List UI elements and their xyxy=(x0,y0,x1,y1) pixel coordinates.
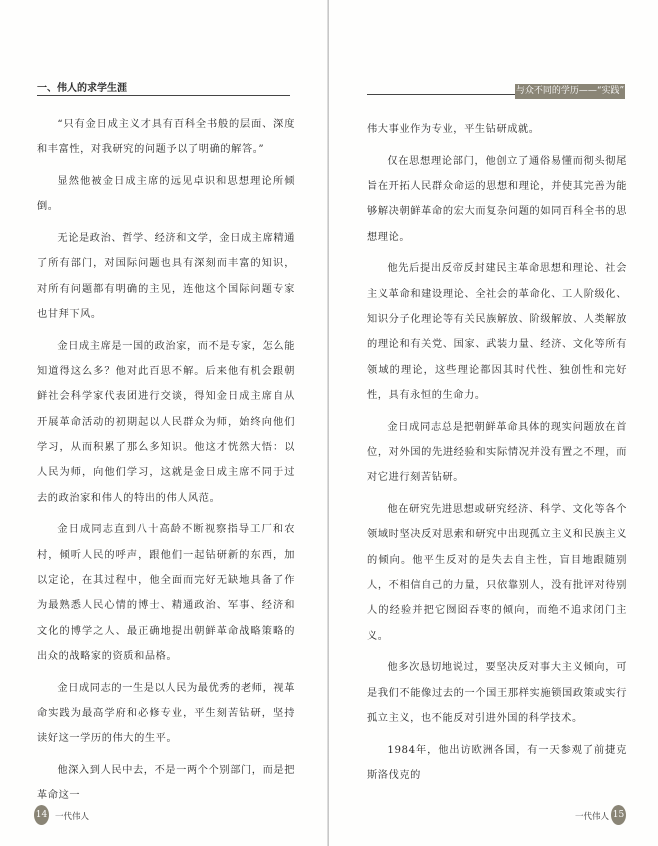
left-paragraph-4: 金日成主席是一国的政治家，而不是专家，怎么能知道得这么多？他对此百思不解。后来他有机会跟朝鲜社会科学家代表团进行交谈，得知金日成主席自从开展革命活动的初期起以人民群众为师，始终向他们学习，从而积累了那么多知识。他这才恍然大悟：以人民为师，向他们学习，这就是金日成主席不同于过去的政治家和伟人的特出的伟人风范。 xyxy=(37,340,295,504)
right-page xyxy=(329,0,658,846)
left-page-number: 14 xyxy=(34,805,49,825)
right-paragraph-5: 他在研究先进思想或研究经济、科学、文化等各个领域时坚决反对思索和研究中出现孤立主义和民族主义的倾向。他平生反对的是失去自主性，盲目地跟随别人，不相信自己的力量，只依靠别人，没有批评对待别人的经验并把它囫囵吞枣的倾向，而绝不追求闭门主义。 xyxy=(367,504,627,642)
right-paragraph-6: 他多次恳切地说过，要坚决反对事大主义倾向，可是我们不能像过去的一个国王那样实施锁国政策或实行孤立主义，也不能反对引进外国的科学技术。 xyxy=(367,662,627,725)
left-paragraph-5: 金日成同志直到八十高龄不断视察指导工厂和农村，倾听人民的呼声，跟他们一起钻研新的东西，加以定论，在其过程中，他全面而完好无缺地具备了作为最熟悉人民心情的博士、精通政治、军事、经济和文化的博学之人、最正确地提出朝鲜革命战略策略的出众的战略家的资质和品格。 xyxy=(37,524,295,662)
right-header-rule xyxy=(367,94,515,95)
left-paragraph-6: 金日成同志的一生是以人民为最优秀的老师，视革命实践为最高学府和必修专业，平生刻苦钻研，坚持读好这一学历的伟大的生平。 xyxy=(37,682,295,745)
right-paragraph-3: 他先后提出反帝反封建民主革命思想和理论、社会主义革命和建设理论、全社会的革命化、工人阶级化、知识分子化理论等有关民族解放、阶级解放、人类解放的理论和有关党、国家、武装力量、经济、文化等所有领域的理论，这些理论都因其时代性、独创性和完好性，具有永恒的生命力。 xyxy=(367,263,627,401)
left-paragraph-2: 显然他被金日成主席的远见卓识和思想理论所倾倒。 xyxy=(37,176,295,213)
right-paragraph-1: 伟大事业作为专业，平生钻研成就。 xyxy=(367,124,540,135)
left-page-footer: 一代伟人 xyxy=(55,812,90,822)
right-paragraph-4: 金日成同志总是把朝鲜革命具体的现实问题放在首位，对外国的先进经验和实际情况并没有置之不理，而对它进行刻苦钻研。 xyxy=(367,421,627,484)
right-paragraph-7: 1984年，他出访欧洲各国，有一天参观了前捷克斯洛伐克的 xyxy=(367,744,627,782)
left-paragraph-1: “只有金日成主义才具有百科全书般的层面、深度和丰富性，对我研究的问题予以了明确的解答。” xyxy=(37,119,295,156)
left-page-header: 一、伟人的求学生涯 xyxy=(37,83,127,94)
right-page-number: 15 xyxy=(611,805,626,825)
right-paragraph-2: 仅在思想理论部门，他创立了通俗易懂而彻头彻尾旨在开拓人民群众命运的思想和理论，并使其完善为能够解决朝鲜革命的宏大而复杂问题的如同百科全书的思想理论。 xyxy=(367,155,627,243)
right-page-body xyxy=(367,117,627,795)
right-page-header: 与众不同的学历——“实践” xyxy=(515,84,625,99)
left-paragraph-7: 他深入到人民中去，不是一两个个别部门，而是把革命这一 xyxy=(37,765,295,802)
left-paragraph-3: 无论是政治、哲学、经济和文学，金日成主席精通了所有部门，对国际问题也具有深刻而丰富的知识，对所有问题都有明确的主见，连他这个国际问题专家也甘拜下风。 xyxy=(37,233,295,321)
left-page-body xyxy=(37,112,295,815)
left-header-rule xyxy=(37,95,290,96)
right-page-footer: 一代伟人 xyxy=(575,812,610,822)
